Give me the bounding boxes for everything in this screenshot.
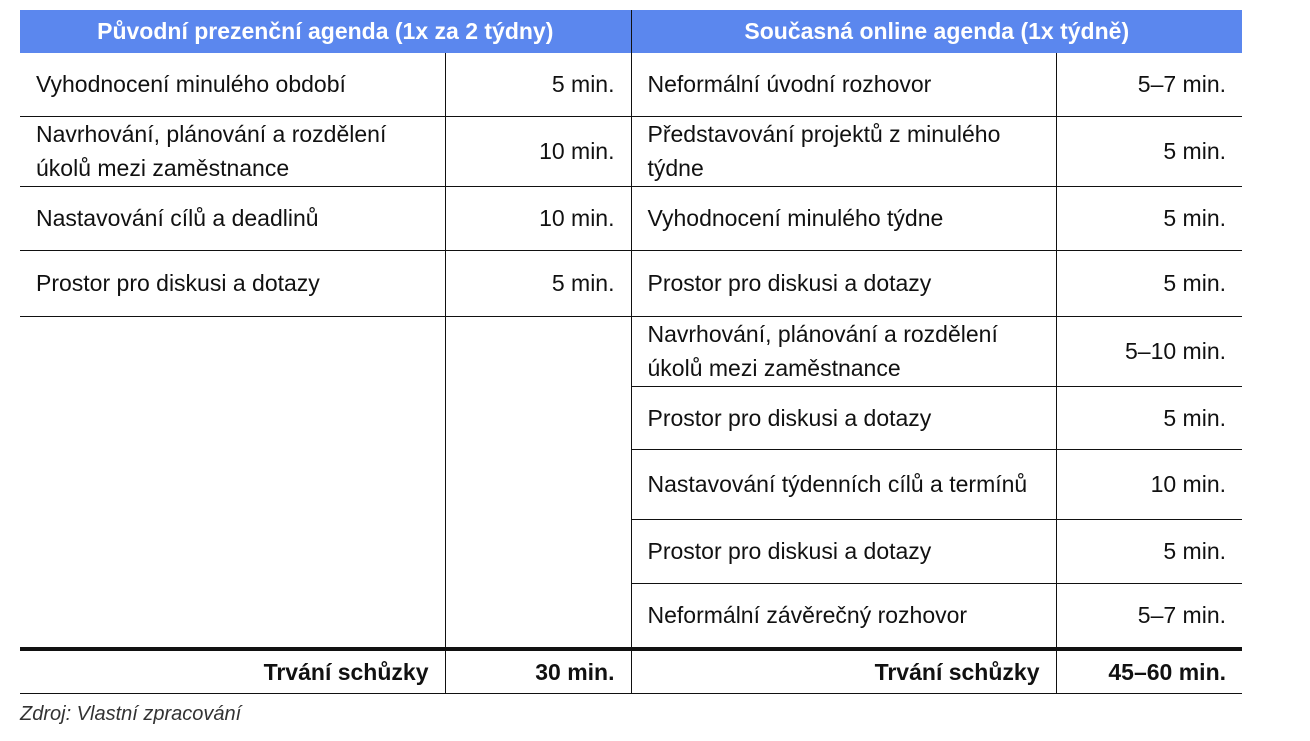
source-caption: Zdroj: Vlastní zpracování — [20, 703, 242, 725]
table-row — [20, 116, 1242, 186]
right-activity: Neformální závěrečný rozhovor — [631, 583, 1056, 649]
right-duration: 5–10 min. — [1056, 316, 1242, 386]
right-duration: 5 min. — [1056, 386, 1242, 449]
right-duration: 5 min. — [1056, 250, 1242, 316]
table-row — [20, 186, 1242, 250]
right-activity: Vyhodnocení minulého týdne — [631, 186, 1056, 250]
right-activity: Neformální úvodní rozhovor — [631, 53, 1056, 116]
left-duration: 10 min. — [445, 186, 631, 250]
table-row — [20, 316, 1242, 386]
left-activity: Prostor pro diskusi a dotazy — [20, 250, 445, 316]
right-duration: 5 min. — [1056, 186, 1242, 250]
right-duration: 5 min. — [1056, 116, 1242, 186]
right-activity: Prostor pro diskusi a dotazy — [631, 250, 1056, 316]
left-empty-cell — [20, 316, 445, 649]
right-activity: Prostor pro diskusi a dotazy — [631, 386, 1056, 449]
left-duration: 10 min. — [445, 116, 631, 186]
table-row — [20, 53, 1242, 116]
agenda-comparison-table — [20, 10, 1242, 694]
header-original-agenda: Původní prezenční agenda (1x za 2 týdny) — [20, 10, 631, 53]
right-activity: Představování projektů z minulého týdne — [631, 116, 1056, 186]
left-duration: 5 min. — [445, 53, 631, 116]
right-duration: 5–7 min. — [1056, 583, 1242, 649]
left-activity: Nastavování cílů a deadlinů — [20, 186, 445, 250]
total-value-left: 30 min. — [445, 649, 631, 694]
right-activity: Nastavování týdenních cílů a termínů — [631, 449, 1056, 519]
right-activity: Prostor pro diskusi a dotazy — [631, 519, 1056, 583]
left-empty-cell — [445, 316, 631, 649]
right-duration: 5–7 min. — [1056, 53, 1242, 116]
total-row — [20, 649, 1242, 694]
left-duration: 5 min. — [445, 250, 631, 316]
right-duration: 5 min. — [1056, 519, 1242, 583]
table-row — [20, 250, 1242, 316]
left-activity: Navrhování, plánování a rozdělení úkolů mezi zaměstnance — [20, 116, 445, 186]
total-value-right: 45–60 min. — [1056, 649, 1242, 694]
total-label-right: Trvání schůzky — [631, 649, 1056, 694]
right-activity: Navrhování, plánování a rozdělení úkolů mezi zaměstnance — [631, 316, 1056, 386]
total-label-left: Trvání schůzky — [20, 649, 445, 694]
right-duration: 10 min. — [1056, 449, 1242, 519]
left-activity: Vyhodnocení minulého období — [20, 53, 445, 116]
header-current-agenda: Současná online agenda (1x týdně) — [631, 10, 1242, 53]
